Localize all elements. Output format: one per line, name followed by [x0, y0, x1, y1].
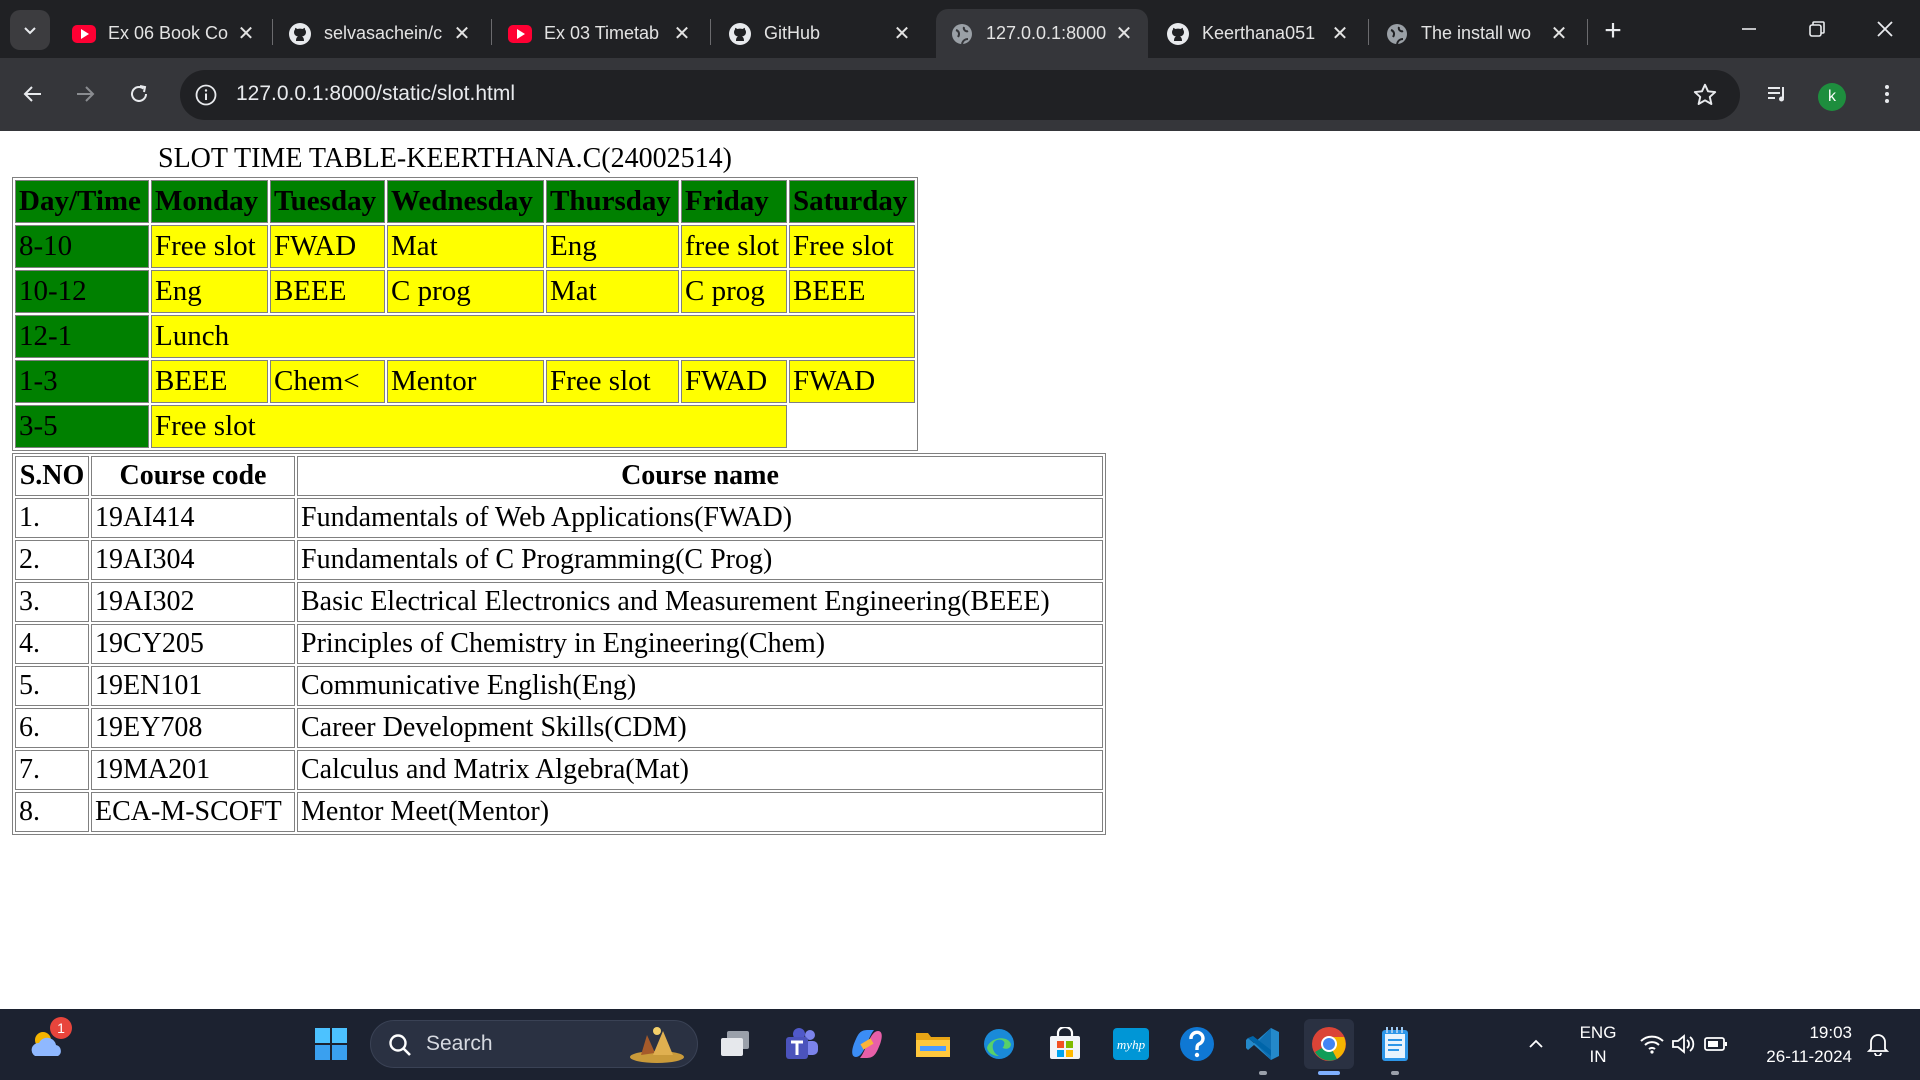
weather-widget[interactable]	[22, 1019, 72, 1069]
search-icon	[387, 1032, 413, 1058]
vscode-button[interactable]	[1238, 1019, 1288, 1069]
slot-cell: Eng	[151, 270, 268, 313]
tab-3[interactable]	[714, 9, 926, 58]
help-icon	[1178, 1025, 1216, 1063]
restore-button[interactable]	[1782, 4, 1852, 54]
course-code: 19AI304	[91, 540, 295, 580]
slot-cell: Free slot	[546, 360, 679, 403]
header-sno: S.NO	[15, 456, 89, 496]
timetable-caption: SLOT TIME TABLE-KEERTHANA.C(24002514)	[158, 143, 732, 174]
reload-icon	[127, 82, 151, 106]
copilot-icon	[848, 1027, 886, 1061]
notepad-icon	[1379, 1025, 1411, 1063]
time-cell: 8-10	[15, 225, 149, 268]
url-text[interactable]: 127.0.0.1:8000/static/slot.html	[236, 82, 515, 105]
github-icon	[1166, 22, 1190, 46]
slot-cell: Free slot	[789, 225, 915, 268]
minimize-icon	[1740, 20, 1758, 38]
course-name: Basic Electrical Electronics and Measurement Engineering(BEEE)	[297, 582, 1103, 622]
slot-cell: Mentor	[387, 360, 544, 403]
course-code: 19MA201	[91, 750, 295, 790]
lunch-cell: Lunch	[151, 315, 915, 358]
more-vertical-icon	[1875, 82, 1899, 106]
header-monday: Monday	[151, 180, 268, 223]
timetable-row	[15, 225, 915, 268]
folder-icon	[914, 1028, 952, 1060]
tab-title: GitHub	[764, 23, 821, 43]
taskbar-search[interactable]	[370, 1020, 698, 1068]
course-name: Principles of Chemistry in Engineering(Chem)	[297, 624, 1103, 664]
page-content	[0, 131, 1920, 1009]
close-icon[interactable]: ✕	[1331, 23, 1349, 45]
forward-button[interactable]	[66, 75, 104, 113]
header-wednesday: Wednesday	[387, 180, 544, 223]
store-button[interactable]	[1040, 1019, 1090, 1069]
tab-title: Keerthana051	[1202, 23, 1316, 43]
running-indicator	[1391, 1071, 1399, 1075]
tab-title: 127.0.0.1:8000	[986, 23, 1107, 43]
github-icon	[728, 22, 752, 46]
minimize-button[interactable]	[1714, 4, 1784, 54]
course-name: Mentor Meet(Mentor)	[297, 792, 1103, 832]
github-icon	[288, 22, 312, 46]
tab-1[interactable]	[274, 9, 486, 58]
start-button[interactable]	[306, 1019, 356, 1069]
slot-cell: Chem<	[270, 360, 385, 403]
close-window-button[interactable]	[1850, 4, 1920, 54]
menu-button[interactable]	[1868, 75, 1906, 113]
course-sno: 4.	[15, 624, 89, 664]
course-row	[15, 540, 1103, 580]
help-button[interactable]	[1172, 1019, 1222, 1069]
close-icon[interactable]: ✕	[673, 23, 691, 45]
profile-avatar[interactable]: k	[1818, 83, 1846, 111]
header-day-time: Day/Time	[15, 180, 149, 223]
playlist-icon	[1765, 82, 1789, 106]
tab-title: selvasachein/c	[324, 23, 443, 43]
course-code: 19EY708	[91, 708, 295, 748]
course-name: Fundamentals of Web Applications(FWAD)	[297, 498, 1103, 538]
time-cell: 1-3	[15, 360, 149, 403]
back-button[interactable]	[14, 75, 52, 113]
task-view-button[interactable]	[710, 1019, 760, 1069]
myhp-label: myhp	[1116, 1037, 1146, 1052]
globe-icon	[1385, 22, 1409, 46]
new-tab-button[interactable]: +	[1604, 14, 1622, 47]
chevron-down-icon	[21, 21, 39, 39]
active-indicator	[1318, 1071, 1340, 1075]
empty-cell	[789, 405, 915, 448]
close-icon[interactable]: ✕	[1550, 23, 1568, 45]
course-code: ECA-M-SCOFT	[91, 792, 295, 832]
bookmark-star-icon[interactable]	[1692, 82, 1718, 108]
slot-cell: FWAD	[681, 360, 787, 403]
slot-cell: Eng	[546, 225, 679, 268]
close-icon[interactable]: ✕	[1115, 23, 1133, 45]
timetable-header-row	[15, 180, 915, 223]
slot-cell: BEEE	[270, 270, 385, 313]
course-sno: 8.	[15, 792, 89, 832]
slot-cell: Mat	[546, 270, 679, 313]
store-icon	[1047, 1027, 1083, 1061]
course-row	[15, 582, 1103, 622]
clock-date: 26-11-2024	[1766, 1047, 1852, 1066]
slot-cell: free slot	[681, 225, 787, 268]
header-course-name: Course name	[297, 456, 1103, 496]
search-label: Search	[426, 1032, 493, 1055]
tab-2[interactable]	[494, 9, 706, 58]
slot-cell: FWAD	[789, 360, 915, 403]
timetable-row	[15, 315, 915, 358]
course-sno: 2.	[15, 540, 89, 580]
slot-cell: C prog	[681, 270, 787, 313]
course-row	[15, 792, 1103, 832]
timetable-row	[15, 360, 915, 403]
course-row	[15, 624, 1103, 664]
wifi-icon	[1639, 1033, 1665, 1055]
edge-icon	[981, 1026, 1017, 1062]
globe-icon	[950, 22, 974, 46]
tab-divider	[710, 19, 711, 45]
course-row	[15, 666, 1103, 706]
course-sno: 1.	[15, 498, 89, 538]
tab-strip	[0, 0, 1920, 58]
notification-badge: 1	[50, 1017, 72, 1039]
slot-cell: Mat	[387, 225, 544, 268]
close-icon[interactable]: ✕	[893, 23, 911, 45]
header-thursday: Thursday	[546, 180, 679, 223]
taskbar	[0, 1009, 1920, 1080]
edge-button[interactable]	[974, 1019, 1024, 1069]
free-slot-cell: Free slot	[151, 405, 787, 448]
youtube-icon	[508, 22, 532, 46]
course-name: Career Development Skills(CDM)	[297, 708, 1103, 748]
running-indicator	[1259, 1071, 1267, 1075]
tab-6[interactable]	[1371, 9, 1583, 58]
tab-title: Ex 06 Book Co	[108, 23, 229, 43]
course-name: Calculus and Matrix Algebra(Mat)	[297, 750, 1103, 790]
bell-icon	[1867, 1032, 1889, 1056]
slot-cell: FWAD	[270, 225, 385, 268]
course-name: Communicative English(Eng)	[297, 666, 1103, 706]
close-icon	[1875, 19, 1895, 39]
file-explorer-button[interactable]	[908, 1019, 958, 1069]
time-cell: 3-5	[15, 405, 149, 448]
course-row	[15, 750, 1103, 790]
course-code: 19AI414	[91, 498, 295, 538]
timetable-row	[15, 270, 915, 313]
slot-timetable	[12, 177, 918, 451]
course-row	[15, 708, 1103, 748]
tab-5[interactable]	[1152, 9, 1364, 58]
windows-logo-icon	[314, 1027, 348, 1061]
course-name: Fundamentals of C Programming(C Prog)	[297, 540, 1103, 580]
copilot-button[interactable]	[842, 1019, 892, 1069]
slot-cell: BEEE	[151, 360, 268, 403]
teams-icon	[782, 1027, 820, 1061]
vscode-icon	[1244, 1025, 1282, 1063]
course-sno: 7.	[15, 750, 89, 790]
youtube-icon	[72, 22, 96, 46]
tab-divider	[491, 19, 492, 45]
chevron-up-icon	[1527, 1035, 1545, 1053]
clock[interactable]	[1752, 1023, 1852, 1067]
tab-divider	[1587, 19, 1588, 45]
quick-settings[interactable]	[1636, 1019, 1732, 1069]
slot-cell: Free slot	[151, 225, 268, 268]
tab-active[interactable]	[936, 9, 1148, 58]
notepad-button[interactable]	[1370, 1019, 1420, 1069]
info-icon[interactable]	[194, 83, 218, 107]
volume-icon	[1671, 1033, 1697, 1055]
tab-title: The install wo	[1421, 23, 1532, 43]
reload-button[interactable]	[120, 75, 158, 113]
tab-divider	[1368, 19, 1369, 45]
header-course-code: Course code	[91, 456, 295, 496]
address-bar[interactable]	[180, 70, 1740, 120]
time-cell: 10-12	[15, 270, 149, 313]
close-icon[interactable]: ✕	[237, 23, 255, 45]
tab-0[interactable]	[58, 9, 270, 58]
course-table	[12, 453, 1106, 835]
teams-button[interactable]	[776, 1019, 826, 1069]
course-code: 19AI302	[91, 582, 295, 622]
header-saturday: Saturday	[789, 180, 915, 223]
battery-icon	[1703, 1033, 1729, 1055]
slot-cell: BEEE	[789, 270, 915, 313]
header-tuesday: Tuesday	[270, 180, 385, 223]
course-sno: 3.	[15, 582, 89, 622]
tab-title: Ex 03 Timetab	[544, 23, 660, 43]
region-code: IN	[1589, 1047, 1607, 1066]
slot-cell: C prog	[387, 270, 544, 313]
course-code: 19EN101	[91, 666, 295, 706]
chrome-icon	[1310, 1025, 1348, 1063]
language-indicator[interactable]	[1570, 1023, 1626, 1067]
header-friday: Friday	[681, 180, 787, 223]
course-row	[15, 498, 1103, 538]
tab-divider	[272, 19, 273, 45]
arrow-right-icon	[73, 82, 97, 106]
clock-time: 19:03	[1809, 1023, 1852, 1042]
time-cell: 12-1	[15, 315, 149, 358]
timetable-row	[15, 405, 915, 448]
course-code: 19CY205	[91, 624, 295, 664]
course-sno: 6.	[15, 708, 89, 748]
browser-toolbar	[0, 58, 1920, 131]
search-highlight-icon	[627, 1025, 687, 1065]
language-code: ENG	[1579, 1023, 1617, 1042]
arrow-left-icon	[21, 82, 45, 106]
tab-search-button[interactable]	[10, 10, 50, 50]
notifications-button[interactable]	[1858, 1019, 1898, 1069]
close-icon[interactable]: ✕	[453, 23, 471, 45]
course-sno: 5.	[15, 666, 89, 706]
course-header-row	[15, 456, 1103, 496]
restore-icon	[1808, 20, 1826, 38]
media-controls-button[interactable]	[1758, 75, 1796, 113]
chrome-button[interactable]	[1304, 1019, 1354, 1069]
task-view-icon	[718, 1029, 752, 1059]
myhp-button[interactable]	[1106, 1019, 1156, 1069]
myhp-icon	[1112, 1027, 1150, 1061]
show-hidden-icons-button[interactable]	[1514, 1019, 1558, 1069]
